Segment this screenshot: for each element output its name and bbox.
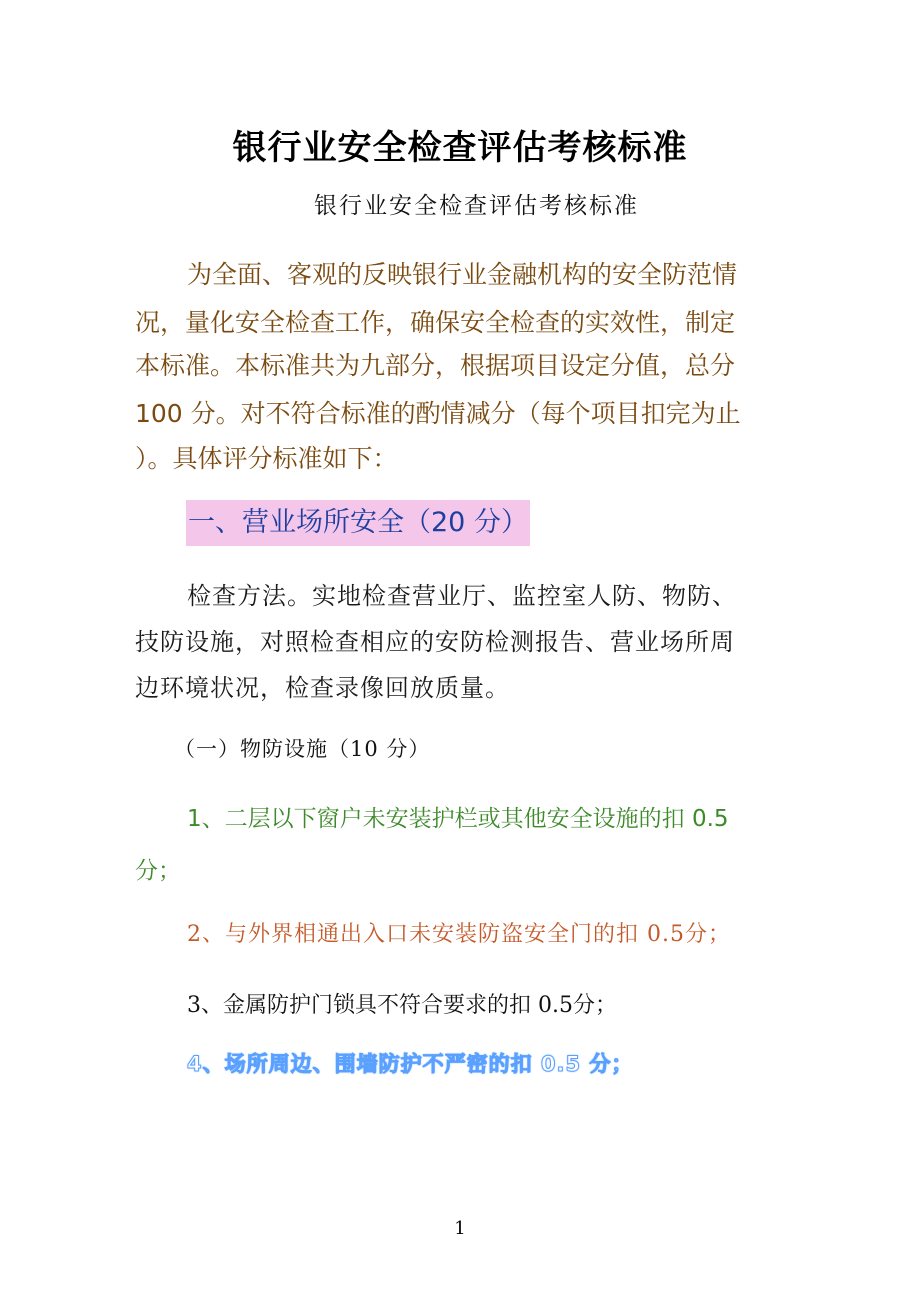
- section-heading: 一、营业场所安全（20 分）: [186, 500, 530, 546]
- item-4: 4、场所周边、围墙防护不严密的扣 0.5 分；: [187, 1052, 634, 1076]
- document-subtitle: 银行业安全检查评估考核标准: [314, 193, 639, 219]
- document-title: 银行业安全检查评估考核标准: [232, 128, 688, 168]
- page-number: 1: [454, 1218, 466, 1239]
- intro-line: 本标准。本标准共为九部分，根据项目设定分值，总分: [135, 351, 736, 380]
- intro-line: 况，量化安全检查工作，确保安全检查的实效性，制定: [135, 308, 736, 337]
- method-line: 边环境状况，检查录像回放质量。: [135, 674, 510, 702]
- method-line: 检查方法。实地检查营业厅、监控室人防、物防、: [187, 582, 737, 610]
- item-2: 2、与外界相通出入口未安装防盗安全门的扣 0.5分；: [187, 922, 731, 947]
- item-1-line: 1、二层以下窗户未安装护栏或其他安全设施的扣 0.5: [187, 806, 729, 832]
- intro-line: 100 分。对不符合标准的酌情减分（每个项目扣完为止: [135, 399, 741, 428]
- method-line: 技防设施，对照检查相应的安防检测报告、营业场所周: [135, 628, 735, 656]
- sub-heading: （一）物防设施（10 分）: [174, 737, 431, 761]
- item-1-line: 分；: [135, 858, 181, 884]
- item-3: 3、金属防护门锁具不符合要求的扣 0.5分；: [187, 993, 617, 1018]
- intro-line: ）。具体评分标准如下：: [135, 444, 398, 473]
- intro-line: 为全面、客观的反映银行业金融机构的安全防范情: [187, 260, 738, 289]
